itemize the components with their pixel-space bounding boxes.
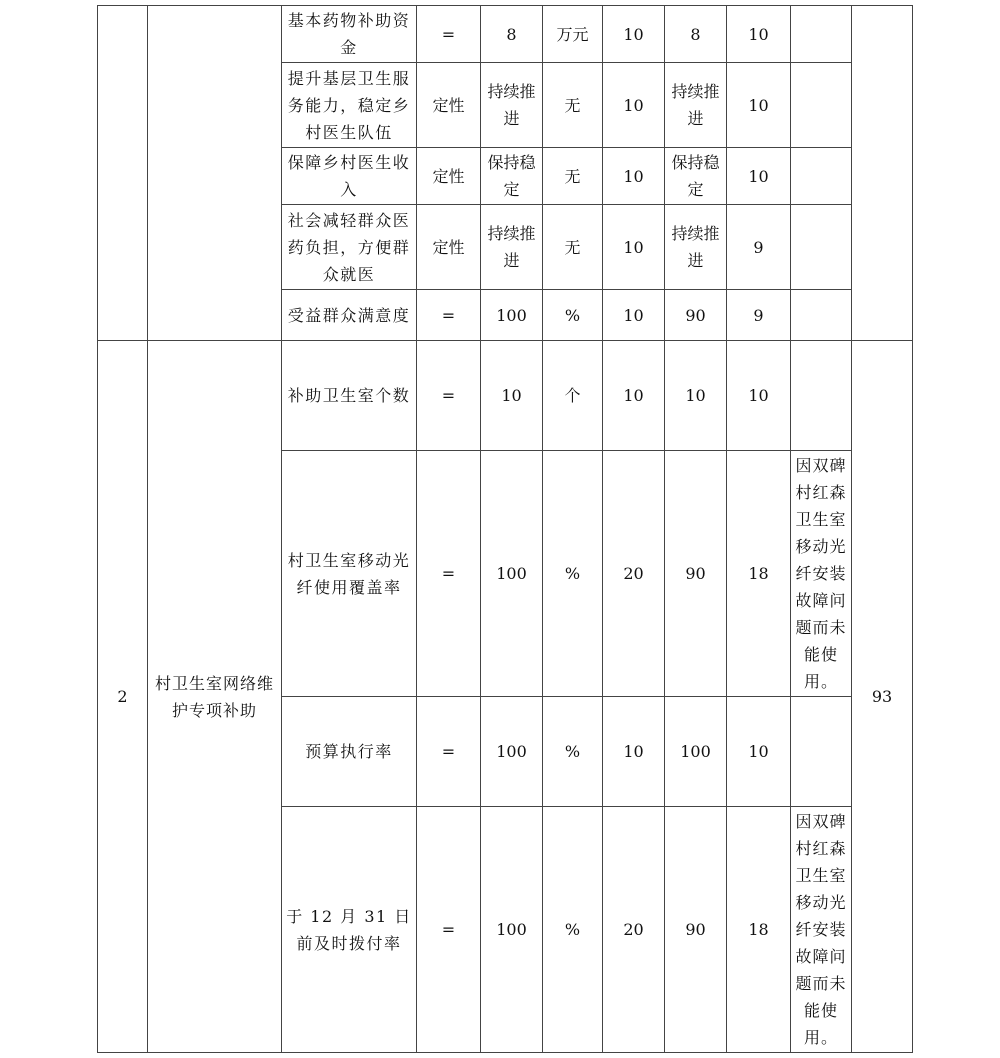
target-value-cell: 持续推进 [481,205,543,290]
note-cell: 因双碑村红森卫生室移动光纤安装故障问题而未能使用。 [791,807,852,1053]
actual-value-cell: 90 [665,290,727,341]
actual-value-cell: 8 [665,6,727,63]
indicator-cell: 于 12 月 31 日前及时拨付率 [282,807,417,1053]
score-cell: 10 [727,63,791,148]
target-value-cell: 100 [481,290,543,341]
score-cell: 9 [727,290,791,341]
score-cell: 18 [727,807,791,1053]
weight-cell: 10 [603,63,665,148]
score-cell: 10 [727,148,791,205]
unit-cell: 万元 [543,6,603,63]
actual-value-cell: 10 [665,341,727,451]
score-cell: 18 [727,451,791,697]
actual-value-cell: 保持稳定 [665,148,727,205]
indicator-cell: 提升基层卫生服务能力，稳定乡村医生队伍 [282,63,417,148]
indicator-cell: 补助卫生室个数 [282,341,417,451]
actual-value-cell: 90 [665,807,727,1053]
project-name-cell [148,6,282,341]
weight-cell: 10 [603,341,665,451]
operator-cell: = [417,697,481,807]
operator-cell: = [417,807,481,1053]
indicator-cell: 社会减轻群众医药负担，方便群众就医 [282,205,417,290]
weight-cell: 10 [603,148,665,205]
weight-cell: 20 [603,451,665,697]
operator-cell: 定性 [417,205,481,290]
operator-cell: = [417,290,481,341]
actual-value-cell: 持续推进 [665,63,727,148]
target-value-cell: 100 [481,807,543,1053]
unit-cell: % [543,451,603,697]
operator-cell: = [417,341,481,451]
target-value-cell: 100 [481,697,543,807]
operator-cell: 定性 [417,148,481,205]
target-value-cell: 8 [481,6,543,63]
weight-cell: 10 [603,290,665,341]
target-value-cell: 100 [481,451,543,697]
unit-cell: % [543,807,603,1053]
note-cell [791,290,852,341]
note-cell [791,341,852,451]
project-name-cell: 村卫生室网络维护专项补助 [148,341,282,1053]
unit-cell: 无 [543,148,603,205]
note-cell [791,63,852,148]
total-score-cell [852,6,913,341]
note-cell: 因双碑村红森卫生室移动光纤安装故障问题而未能使用。 [791,451,852,697]
indicator-cell: 基本药物补助资金 [282,6,417,63]
row-number-cell [98,6,148,341]
weight-cell: 10 [603,205,665,290]
target-value-cell: 持续推进 [481,63,543,148]
weight-cell: 20 [603,807,665,1053]
target-value-cell: 保持稳定 [481,148,543,205]
table-row [98,341,913,451]
indicator-cell: 受益群众满意度 [282,290,417,341]
note-cell [791,205,852,290]
score-cell: 10 [727,697,791,807]
actual-value-cell: 持续推进 [665,205,727,290]
actual-value-cell: 100 [665,697,727,807]
indicator-cell: 村卫生室移动光纤使用覆盖率 [282,451,417,697]
row-number-cell: 2 [98,341,148,1053]
indicator-cell: 预算执行率 [282,697,417,807]
unit-cell: 无 [543,63,603,148]
score-cell: 10 [727,6,791,63]
operator-cell: = [417,6,481,63]
target-value-cell: 10 [481,341,543,451]
weight-cell: 10 [603,697,665,807]
table-row [98,6,913,63]
unit-cell: 个 [543,341,603,451]
score-cell: 10 [727,341,791,451]
unit-cell: % [543,290,603,341]
performance-table [97,5,913,1053]
operator-cell: 定性 [417,63,481,148]
actual-value-cell: 90 [665,451,727,697]
note-cell [791,148,852,205]
unit-cell: % [543,697,603,807]
weight-cell: 10 [603,6,665,63]
unit-cell: 无 [543,205,603,290]
note-cell [791,6,852,63]
score-cell: 9 [727,205,791,290]
operator-cell: = [417,451,481,697]
indicator-cell: 保障乡村医生收入 [282,148,417,205]
total-score-cell: 93 [852,341,913,1053]
note-cell [791,697,852,807]
